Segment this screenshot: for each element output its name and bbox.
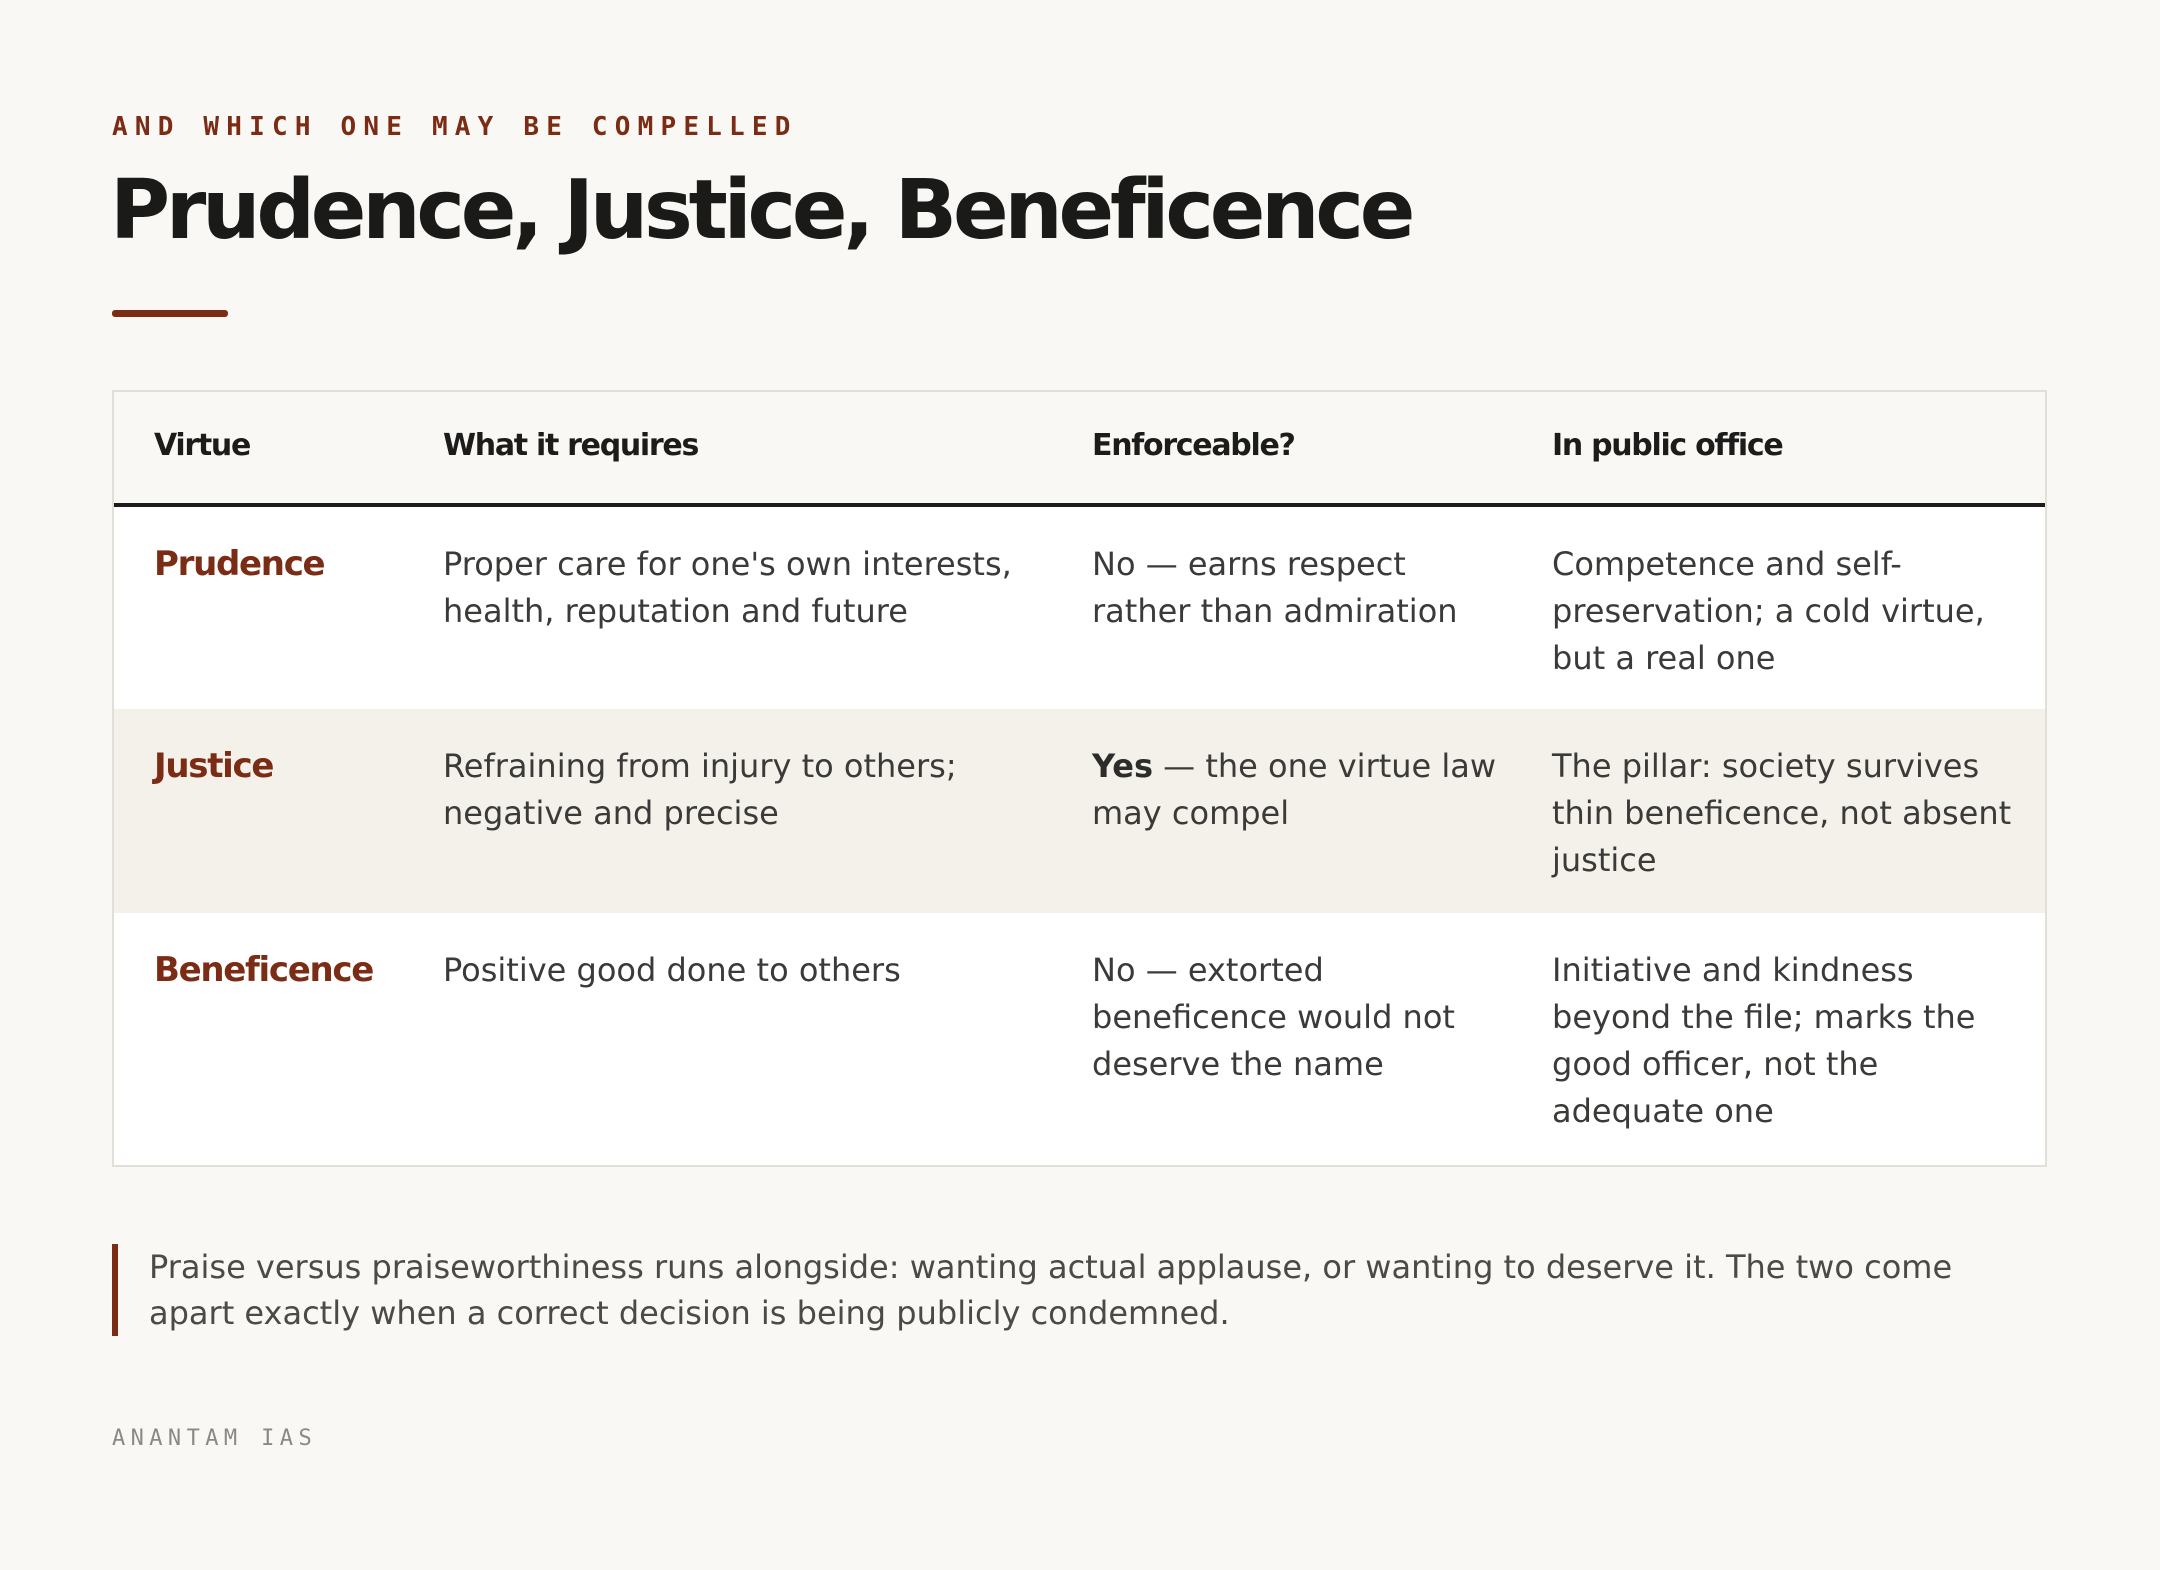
table-row xyxy=(114,913,2045,1165)
enforceable-text: — the one virtue law may compel xyxy=(1092,747,1497,832)
table-row xyxy=(114,709,2045,913)
column-header-enforceable: Enforceable? xyxy=(1092,428,1295,463)
virtues-table xyxy=(112,390,2047,1167)
title-accent-rule xyxy=(112,310,228,317)
enforceable-cell xyxy=(1092,743,1512,837)
table-row xyxy=(114,507,2045,709)
virtue-name: Beneficence xyxy=(154,950,374,990)
enforceable-lead: Yes xyxy=(1092,747,1153,785)
virtue-name: Justice xyxy=(154,746,274,786)
requires-cell: Positive good done to others xyxy=(443,951,901,989)
virtue-name: Prudence xyxy=(154,544,325,584)
pull-quote: Praise versus praiseworthiness runs alongside: wanting actual applause, or wanting to deserve it. The two come apart exactly when a correct decision is being publicly condemned. xyxy=(112,1244,2047,1336)
footer-brand: ANANTAM IAS xyxy=(112,1426,318,1451)
public-office-cell: Competence and self-preservation; a cold virtue, but a real one xyxy=(1552,545,1985,677)
requires-cell: Proper care for one's own interests, health, reputation and future xyxy=(443,545,1012,630)
page-kicker: AND WHICH ONE MAY BE COMPELLED xyxy=(112,112,798,142)
public-office-cell: Initiative and kindness beyond the file; marks the good officer, not the adequate one xyxy=(1552,951,1976,1130)
page-title: Prudence, Justice, Beneficence xyxy=(110,163,1412,258)
table-header-row xyxy=(114,392,2045,507)
enforceable-text: No — extorted beneficence would not deserve the name xyxy=(1092,951,1455,1083)
enforceable-cell xyxy=(1092,541,1512,635)
column-header-requires: What it requires xyxy=(443,428,699,463)
public-office-cell: The pillar: society survives thin beneficence, not absent justice xyxy=(1552,747,2012,879)
enforceable-text: No — earns respect rather than admiration xyxy=(1092,545,1458,630)
column-header-public-office: In public office xyxy=(1552,428,1783,463)
column-header-virtue: Virtue xyxy=(154,428,251,463)
requires-cell: Refraining from injury to others; negative and precise xyxy=(443,747,957,832)
enforceable-cell xyxy=(1092,947,1512,1088)
